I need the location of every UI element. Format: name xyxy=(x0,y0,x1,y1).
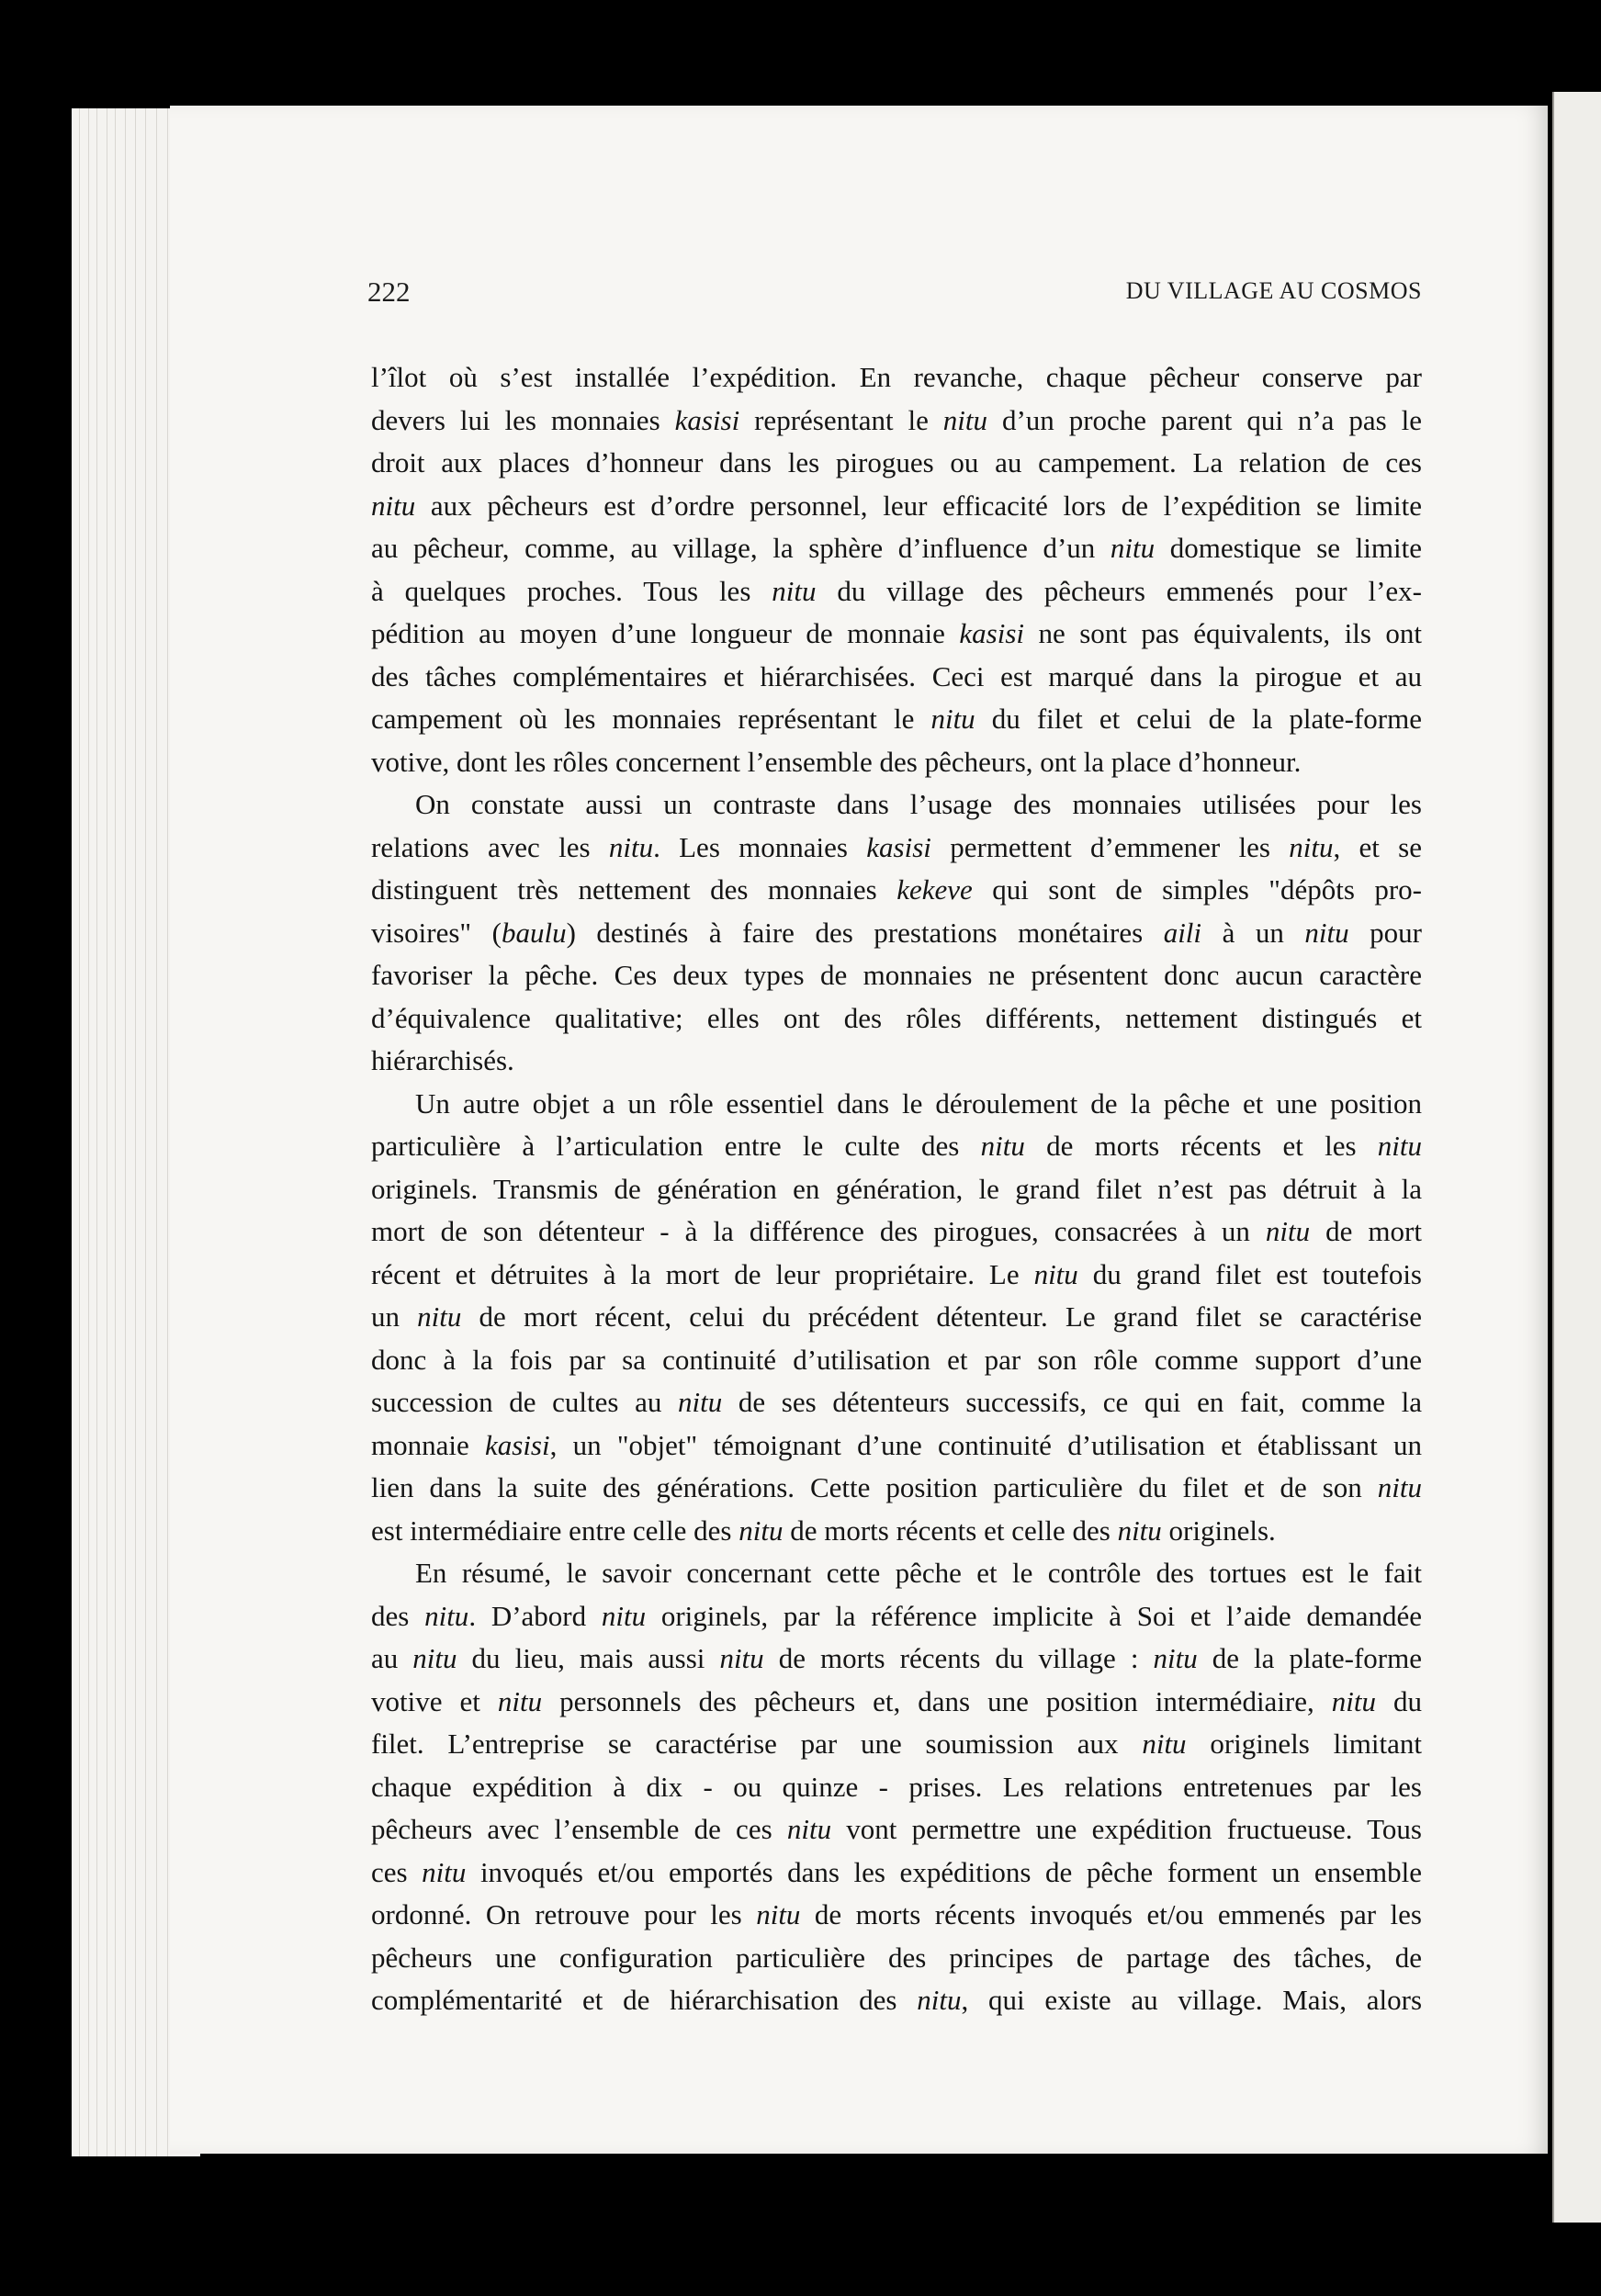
text-line: au nitu du lieu, mais aussi nitu de morts récents du village : nitu de la plate-forme xyxy=(371,1642,1422,1674)
body-text xyxy=(371,356,1422,2022)
text-line: hiérarchisés. xyxy=(371,1044,514,1076)
text-line: campement où les monnaies représentant le nitu du filet et celui de la plate-forme xyxy=(371,703,1422,735)
text-line: récent et détruites à la mort de leur propriétaire. Le nitu du grand filet est toutefois xyxy=(371,1257,1422,1290)
text-line: des nitu. D’abord nitu originels, par la référence implicite à Soi et l’aide demandée xyxy=(371,1599,1422,1632)
text-line: relations avec les nitu. Les monnaies kasisi permettent d’emmener les nitu, et se xyxy=(371,830,1422,863)
text-line: ces nitu invoqués et/ou emportés dans les expéditions de pêche forment un ensemble xyxy=(371,1855,1423,1888)
text-line: pédition au moyen d’une longueur de monnaie kasisi ne sont pas équivalents, ils ont xyxy=(371,617,1422,649)
text-line: visoires" (baulu) destinés à faire des prestations monétaires aili à un nitu pour xyxy=(371,916,1422,949)
text-line: pêcheurs avec l’ensemble de ces nitu vont permettre une expédition fructueuse. Tous xyxy=(371,1813,1422,1845)
text-line: monnaie kasisi, un "objet" témoignant d’une continuité d’utilisation et établissant un xyxy=(371,1428,1422,1461)
text-line: En résumé, le savoir concernant cette pêche et le contrôle des tortues est le fait xyxy=(415,1557,1422,1589)
text-line: nitu aux pêcheurs est d’ordre personnel, leur efficacité lors de l’expédition se limite xyxy=(371,489,1422,522)
text-line: complémentarité et de hiérarchisation des nitu, qui existe au village. Mais, alors xyxy=(371,1984,1423,2016)
text-line: On constate aussi un contraste dans l’usage des monnaies utilisées pour les xyxy=(415,788,1422,820)
text-line: à quelques proches. Tous les nitu du village des pêcheurs emmenés pour l’ex- xyxy=(371,574,1422,607)
text-line: Un autre objet a un rôle essentiel dans le déroulement de la pêche et une position xyxy=(415,1086,1422,1120)
text-line: pêcheurs une configuration particulière des principes de partage des tâches, de xyxy=(371,1941,1422,1974)
running-title: DU VILLAGE AU COSMOS xyxy=(1125,277,1422,304)
text-line: donc à la fois par sa continuité d’utilisation et par son rôle comme support d’une xyxy=(371,1343,1422,1376)
text-line: lien dans la suite des générations. Cette position particulière du filet et de son nitu xyxy=(371,1471,1422,1503)
text-line: originels. Transmis de génération en génération, le grand filet n’est pas détruit à la xyxy=(371,1172,1422,1205)
text-line: devers lui les monnaies kasisi représentant le nitu d’un proche parent qui n’a pas le xyxy=(371,403,1422,436)
text-line: un nitu de mort récent, celui du précédent détenteur. Le grand filet se caractérise xyxy=(371,1300,1423,1333)
text-line: particulière à l’articulation entre le culte des nitu de morts récents et les nitu xyxy=(371,1130,1423,1162)
text-line: ordonné. On retrouve pour les nitu de morts récents invoqués et/ou emmenés par les xyxy=(371,1898,1422,1930)
text-line: droit aux places d’honneur dans les pirogues ou au campement. La relation de ces xyxy=(371,446,1422,478)
running-head xyxy=(367,266,1422,312)
text-line: distinguent très nettement des monnaies kekeve qui sont de simples "dépôts pro- xyxy=(371,873,1422,906)
text-line: d’équivalence qualitative; elles ont des rôles différents, nettement distingués et xyxy=(371,1001,1422,1034)
text-line: succession de cultes au nitu de ses détenteurs successifs, ce qui en fait, comme la xyxy=(371,1386,1422,1418)
text-line: l’îlot où s’est installée l’expédition. En revanche, chaque pêcheur conserve par xyxy=(371,361,1422,393)
text-line: chaque expédition à dix - ou quinze - prises. Les relations entretenues par les xyxy=(371,1770,1422,1803)
text-line: des tâches complémentaires et hiérarchisées. Ceci est marqué dans la pirogue et au xyxy=(371,659,1422,692)
text-line: filet. L’entreprise se caractérise par une soumission aux nitu originels limitant xyxy=(371,1728,1423,1760)
next-page-edge xyxy=(1552,92,1601,2223)
text-line: mort de son détenteur - à la différence des pirogues, consacrées à un nitu de mort xyxy=(371,1215,1422,1247)
text-line: favoriser la pêche. Ces deux types de monnaies ne présentent donc aucun caractère xyxy=(371,959,1422,991)
text-line: au pêcheur, comme, au village, la sphère d’influence d’un nitu domestique se limite xyxy=(371,532,1422,564)
text-line: votive et nitu personnels des pêcheurs et, dans une position intermédiaire, nitu du xyxy=(371,1684,1422,1717)
text-line: est intermédiaire entre celle des nitu de morts récents et celle des nitu originels. xyxy=(371,1514,1276,1547)
page-number: 222 xyxy=(367,276,411,308)
text-line: votive, dont les rôles concernent l’ensemble des pêcheurs, ont la place d’honneur. xyxy=(371,745,1302,778)
